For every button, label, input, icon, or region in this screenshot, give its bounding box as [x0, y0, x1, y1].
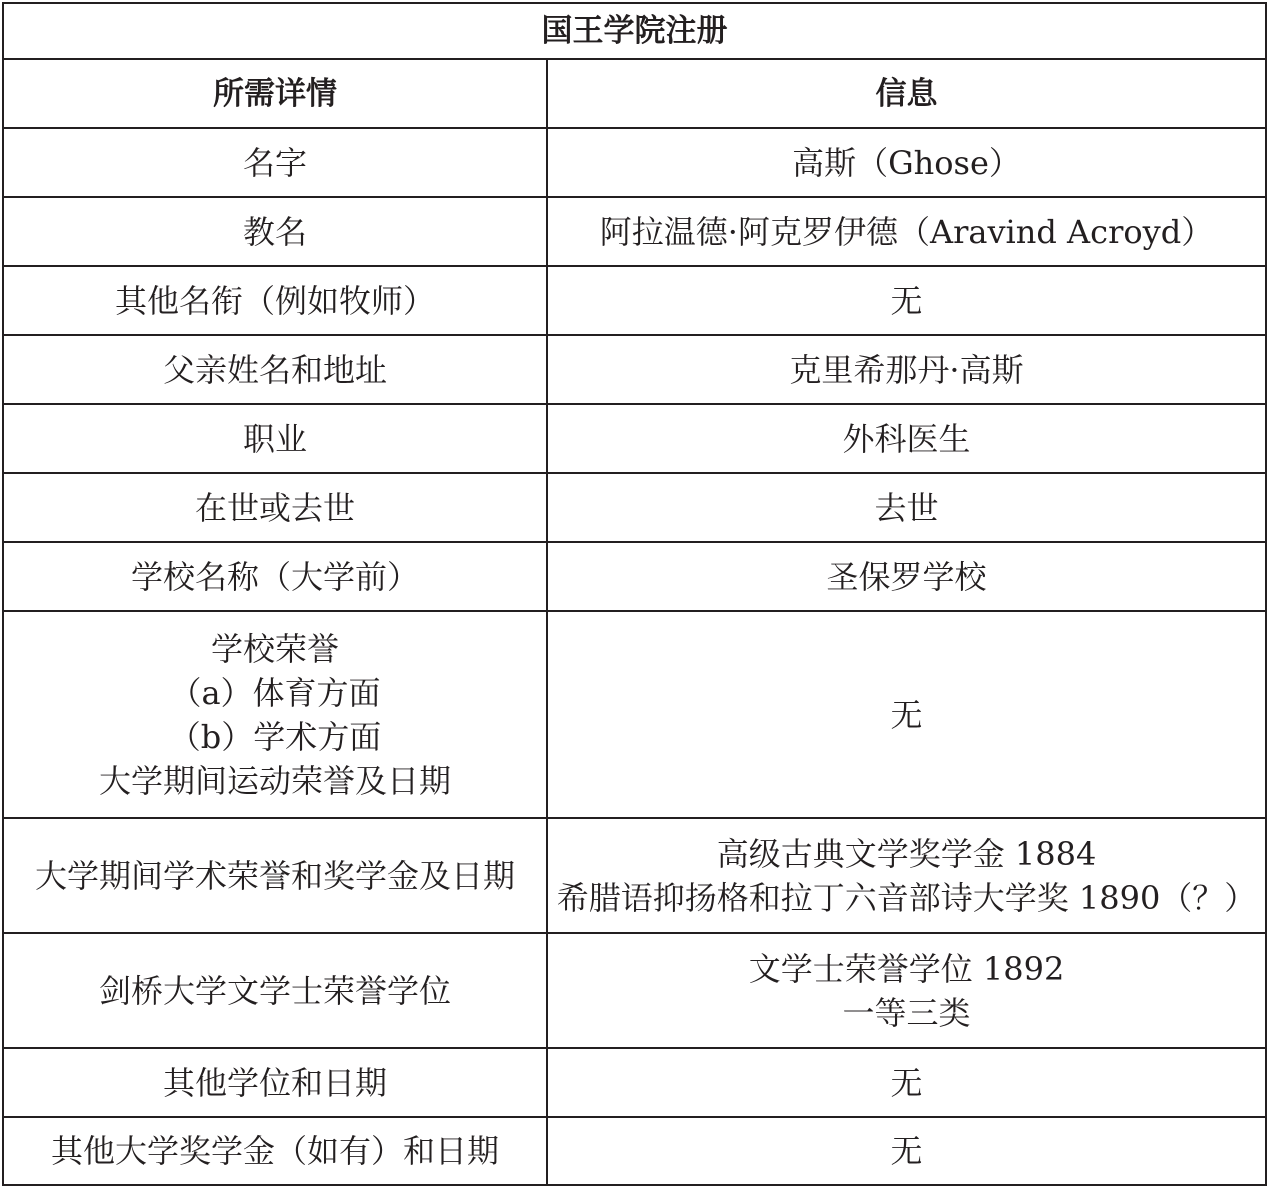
- table-row: [3, 197, 1266, 266]
- table-row: [3, 933, 1266, 1048]
- table-title: 国王学院注册: [3, 3, 1266, 59]
- info-text: 阿拉温德·阿克罗伊德（Aravind Acroyd）: [599, 212, 1214, 251]
- detail-text: 大学期间运动荣誉及日期: [98, 761, 451, 800]
- info-cell: [547, 473, 1266, 542]
- info-cell: [547, 933, 1266, 1048]
- table-row: [3, 542, 1266, 611]
- table-row: [3, 818, 1266, 933]
- table-header-row: [3, 59, 1266, 128]
- info-cell: [547, 404, 1266, 473]
- info-text: 无: [890, 695, 923, 734]
- detail-text: 学校荣誉: [210, 629, 339, 668]
- registration-table: [2, 2, 1267, 1186]
- detail-cell: [3, 473, 547, 542]
- info-cell: [547, 197, 1266, 266]
- detail-text: 大学期间学术荣誉和奖学金及日期: [34, 856, 515, 895]
- info-cell: [547, 818, 1266, 933]
- info-cell: [547, 1117, 1266, 1185]
- detail-cell: [3, 266, 547, 335]
- detail-cell: [3, 611, 547, 818]
- detail-cell: [3, 818, 547, 933]
- info-text: 克里希那丹·高斯: [789, 350, 1024, 389]
- table-row: [3, 266, 1266, 335]
- table-title-row: [3, 3, 1266, 59]
- detail-cell: [3, 128, 547, 197]
- info-text: 高斯（Ghose）: [792, 143, 1021, 182]
- detail-text: 名字: [242, 143, 307, 182]
- info-cell: [547, 611, 1266, 818]
- table-row: [3, 611, 1266, 818]
- table-row: [3, 1117, 1266, 1185]
- info-cell: [547, 542, 1266, 611]
- detail-cell: [3, 404, 547, 473]
- info-text: 无: [890, 1132, 923, 1170]
- detail-text: 教名: [242, 212, 307, 251]
- detail-cell: [3, 335, 547, 404]
- info-text: 去世: [874, 488, 939, 527]
- info-text: 希腊语抑扬格和拉丁六音部诗大学奖 1890（？）: [556, 878, 1257, 917]
- table-row: [3, 335, 1266, 404]
- table-row: [3, 404, 1266, 473]
- detail-cell: [3, 197, 547, 266]
- info-text: 无: [890, 1063, 923, 1102]
- info-text: 文学士荣誉学位 1892: [748, 949, 1065, 988]
- detail-cell: [3, 933, 547, 1048]
- info-text: 圣保罗学校: [826, 557, 987, 596]
- info-text: 无: [890, 281, 923, 320]
- detail-text: 在世或去世: [194, 488, 355, 527]
- detail-text: （a）体育方面: [169, 673, 381, 712]
- detail-text: 剑桥大学文学士荣誉学位: [98, 971, 451, 1010]
- info-cell: [547, 128, 1266, 197]
- info-text: 外科医生: [842, 419, 971, 458]
- detail-cell: [3, 1048, 547, 1117]
- info-text: 高级古典文学奖学金 1884: [716, 834, 1097, 873]
- detail-text: 学校名称（大学前）: [130, 557, 419, 596]
- column-header-info: 信息: [547, 59, 1266, 128]
- table-row: [3, 128, 1266, 197]
- info-cell: [547, 335, 1266, 404]
- detail-text: 其他大学奖学金（如有）和日期: [50, 1132, 499, 1170]
- table-row: [3, 473, 1266, 542]
- info-cell: [547, 1048, 1266, 1117]
- column-header-detail: 所需详情: [3, 59, 547, 128]
- info-text: 一等三类: [842, 993, 971, 1032]
- detail-text: 父亲姓名和地址: [162, 350, 387, 389]
- detail-text: 其他学位和日期: [162, 1063, 387, 1102]
- detail-cell: [3, 542, 547, 611]
- detail-cell: [3, 1117, 547, 1185]
- detail-text: 其他名衔（例如牧师）: [114, 281, 435, 320]
- info-cell: [547, 266, 1266, 335]
- detail-text: 职业: [242, 419, 307, 458]
- table-row: [3, 1048, 1266, 1117]
- detail-text: （b）学术方面: [168, 717, 382, 756]
